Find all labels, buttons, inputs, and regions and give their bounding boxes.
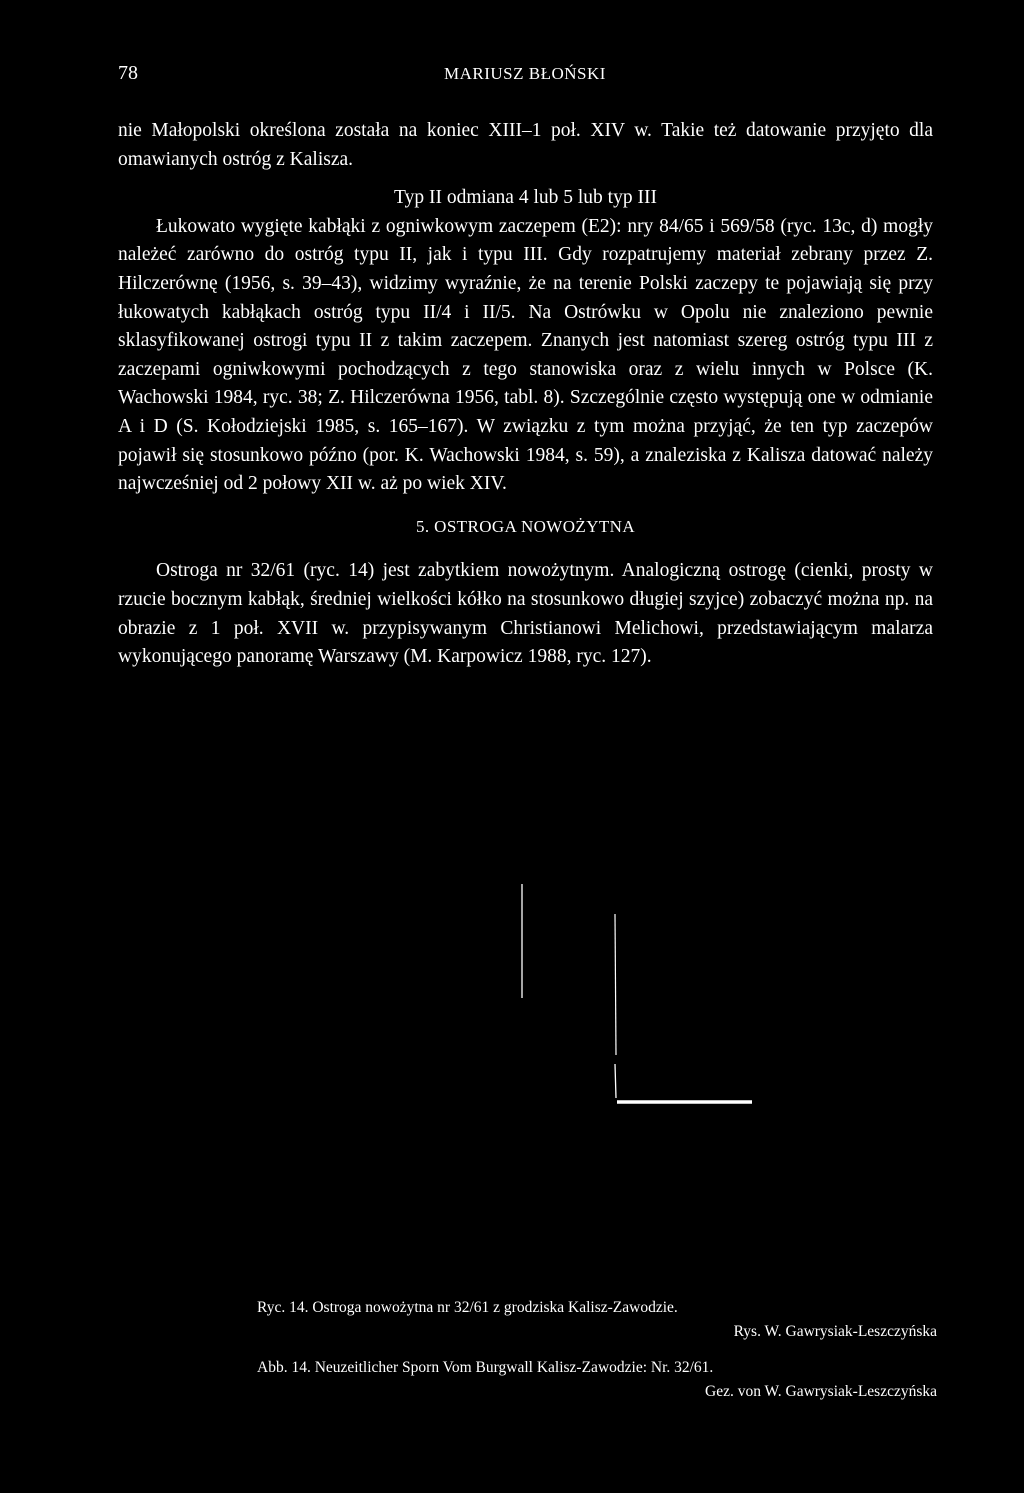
paragraph-continuation: nie Małopolski określona została na koniec XIII–1 poł. XIV w. Takie też datowanie przyjęto dla omawianych ostróg z Kalisza. — [118, 120, 933, 170]
caption-text: Abb. 14. Neuzeitlicher Sporn Vom Burgwall Kalisz-Zawodzie: Nr. 32/61. — [257, 1359, 714, 1376]
caption-text: Ryc. 14. Ostroga nowożytna nr 32/61 z grodziska Kalisz-Zawodzie. — [257, 1299, 678, 1316]
body-text — [118, 117, 933, 672]
paragraph-modern-spur: Ostroga nr 32/61 (ryc. 14) jest zabytkiem nowożytnym. Analogiczną ostrogę (cienki, prosty w rzucie bocznym kabłąk, średniej wielkości kółko na stosunkowo długiej szyjce) zobaczyć można np. na obrazie z 1 poł. XVII w. przypisywanym Christianowi Melichowi, przedstawiającym malarza wykonującego panoramę Warszawy (M. Karpowicz 1988, ryc. 127). — [118, 560, 933, 668]
drawing-credit: Gez. von W. Gawrysiak-Leszczyńska — [705, 1383, 937, 1400]
running-title: MARIUSZ BŁOŃSKI — [444, 64, 606, 83]
drawing-stroke — [615, 1064, 616, 1098]
paragraph-type-analysis: Łukowato wygięte kabłąki z ogniwkowym zaczepem (E2): nry 84/65 i 569/58 (ryc. 13c, d) mogły należeć zarówno do ostróg typu II, jak i typu III. Gdy rozpatrujemy materiał zebrany przez Z. Hilczerównę (1956, s. 39–43), widzimy wyraźnie, że na terenie Polski zaczepy te pojawiają się przy łukowatych kabłąkach ostróg typu II/4 i II/5. Na Ostrówku w Opolu nie znaleziono pewnie sklasyfikowanej ostrogi typu II z takim zaczepem. Znanych jest natomiast szereg ostróg typu III z zaczepami ogniwkowymi pochodzących z tego stanowiska oraz z wielu innych w Polsce (K. Wachowski 1984, ryc. 38; Z. Hilczerówna 1956, tabl. 8). Szczególnie często występują one w odmianie A i D (S. Kołodziejski 1985, s. 165–167). W związku z tym można przyjąć, że ten typ zaczepów pojawił się stosunkowo późno (por. K. Wachowski 1984, s. 59), a znaleziska z Kalisza datować należy najwcześniej od 2 połowy XII w. aż po wiek XIV. — [118, 215, 933, 495]
subheading: Typ II odmiana 4 lub 5 lub typ III — [394, 187, 657, 209]
drawing-credit: Rys. W. Gawrysiak-Leszczyńska — [733, 1323, 937, 1340]
spur-drawing-figure — [170, 870, 870, 1160]
figure-caption-polish — [257, 1296, 937, 1344]
figure-caption-german — [257, 1356, 937, 1404]
section-heading: 5. OSTROGA NOWOŻYTNA — [415, 516, 636, 536]
page-number: 78 — [118, 62, 138, 84]
page-header — [118, 62, 932, 90]
drawing-stroke — [615, 914, 616, 1055]
